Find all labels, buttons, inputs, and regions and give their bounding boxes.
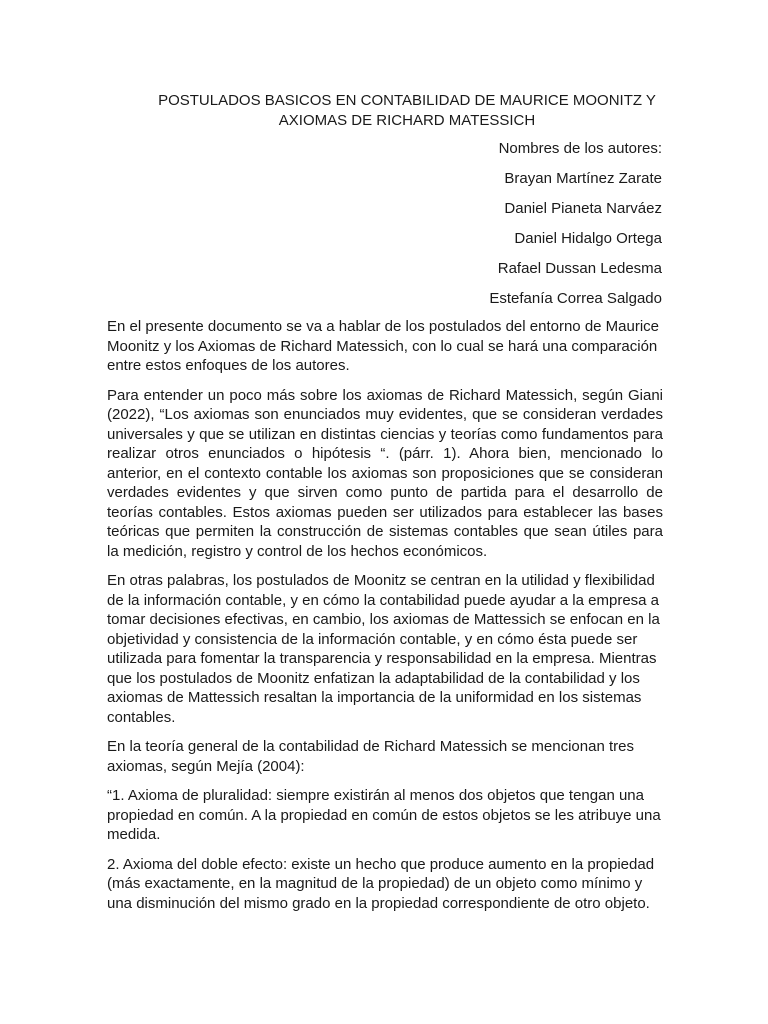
document-title	[107, 91, 707, 130]
document-body	[107, 317, 663, 923]
authors-heading: Nombres de los autores:	[498, 140, 662, 157]
author-name: Rafael Dussan Ledesma	[497, 260, 662, 277]
author-name: Estefanía Correa Salgado	[489, 290, 662, 307]
document-title-line-1: POSTULADOS BASICOS EN CONTABILIDAD DE MAURICE MOONITZ Y	[158, 92, 656, 109]
axiom-plurality-paragraph: “1. Axioma de pluralidad: siempre existirán al menos dos objetos que tengan una propiedad en común. A la propiedad en común de estos objetos se les atribuye una medida.	[107, 787, 661, 843]
intro-paragraph: En el presente documento se va a hablar de los postulados del entorno de Maurice Moonitz y los Axiomas de Richard Matessich, con lo cual se hará una comparación entre estos enfoques de los autores.	[107, 318, 660, 374]
axioms-definition-paragraph: Para entender un poco más sobre los axiomas de Richard Matessich, según Giani (2022), “Los axiomas son enunciados muy evidentes, que se consideran verdades universales y que se utilizan en distintas ciencias y teorías como fundamentos para realizar otros enunciados o hipótesis “. (párr. 1). Ahora bien, mencionado lo anterior, en el contexto contable los axiomas son proposiciones que se consideran verdades evidentes y que sirven como punto de partida para el desarrollo de teorías contables. Estos axiomas pueden ser utilizados para establecer las bases teóricas que permiten la construcción de sistemas contables que sean útiles para la medición, registro y control de los hechos económicos.	[107, 386, 663, 560]
author-name: Daniel Hidalgo Ortega	[514, 230, 662, 247]
author-name: Brayan Martínez Zarate	[504, 170, 662, 187]
authors-list	[107, 139, 662, 319]
axioms-intro-paragraph: En la teoría general de la contabilidad de Richard Matessich se mencionan tres axiomas, según Mejía (2004):	[107, 738, 634, 775]
comparison-paragraph: En otras palabras, los postulados de Moonitz se centran en la utilidad y flexibilidad de la información contable, y en cómo la contabilidad puede ayudar a la empresa a tomar decisiones efectivas, en cambio, los axiomas de Mattessich se enfocan en la objetividad y consistencia de la información contable, y en cómo ésta puede ser utilizada para fomentar la transparencia y responsabilidad en la empresa. Mientras que los postulados de Moonitz enfatizan la adaptabilidad de la contabilidad y los axiomas de Mattessich resaltan la importancia de la uniformidad en los sistemas contables.	[107, 572, 660, 726]
axiom-double-effect-paragraph: 2. Axioma del doble efecto: existe un hecho que produce aumento en la propiedad (más exactamente, en la magnitud de la propiedad) de un objeto como mínimo y una disminución del mismo grado en la propiedad correspondiente de otro objeto.	[107, 855, 655, 912]
document-title-line-2: AXIOMAS DE RICHARD MATESSICH	[278, 111, 536, 129]
author-name: Daniel Pianeta Narváez	[504, 200, 662, 217]
